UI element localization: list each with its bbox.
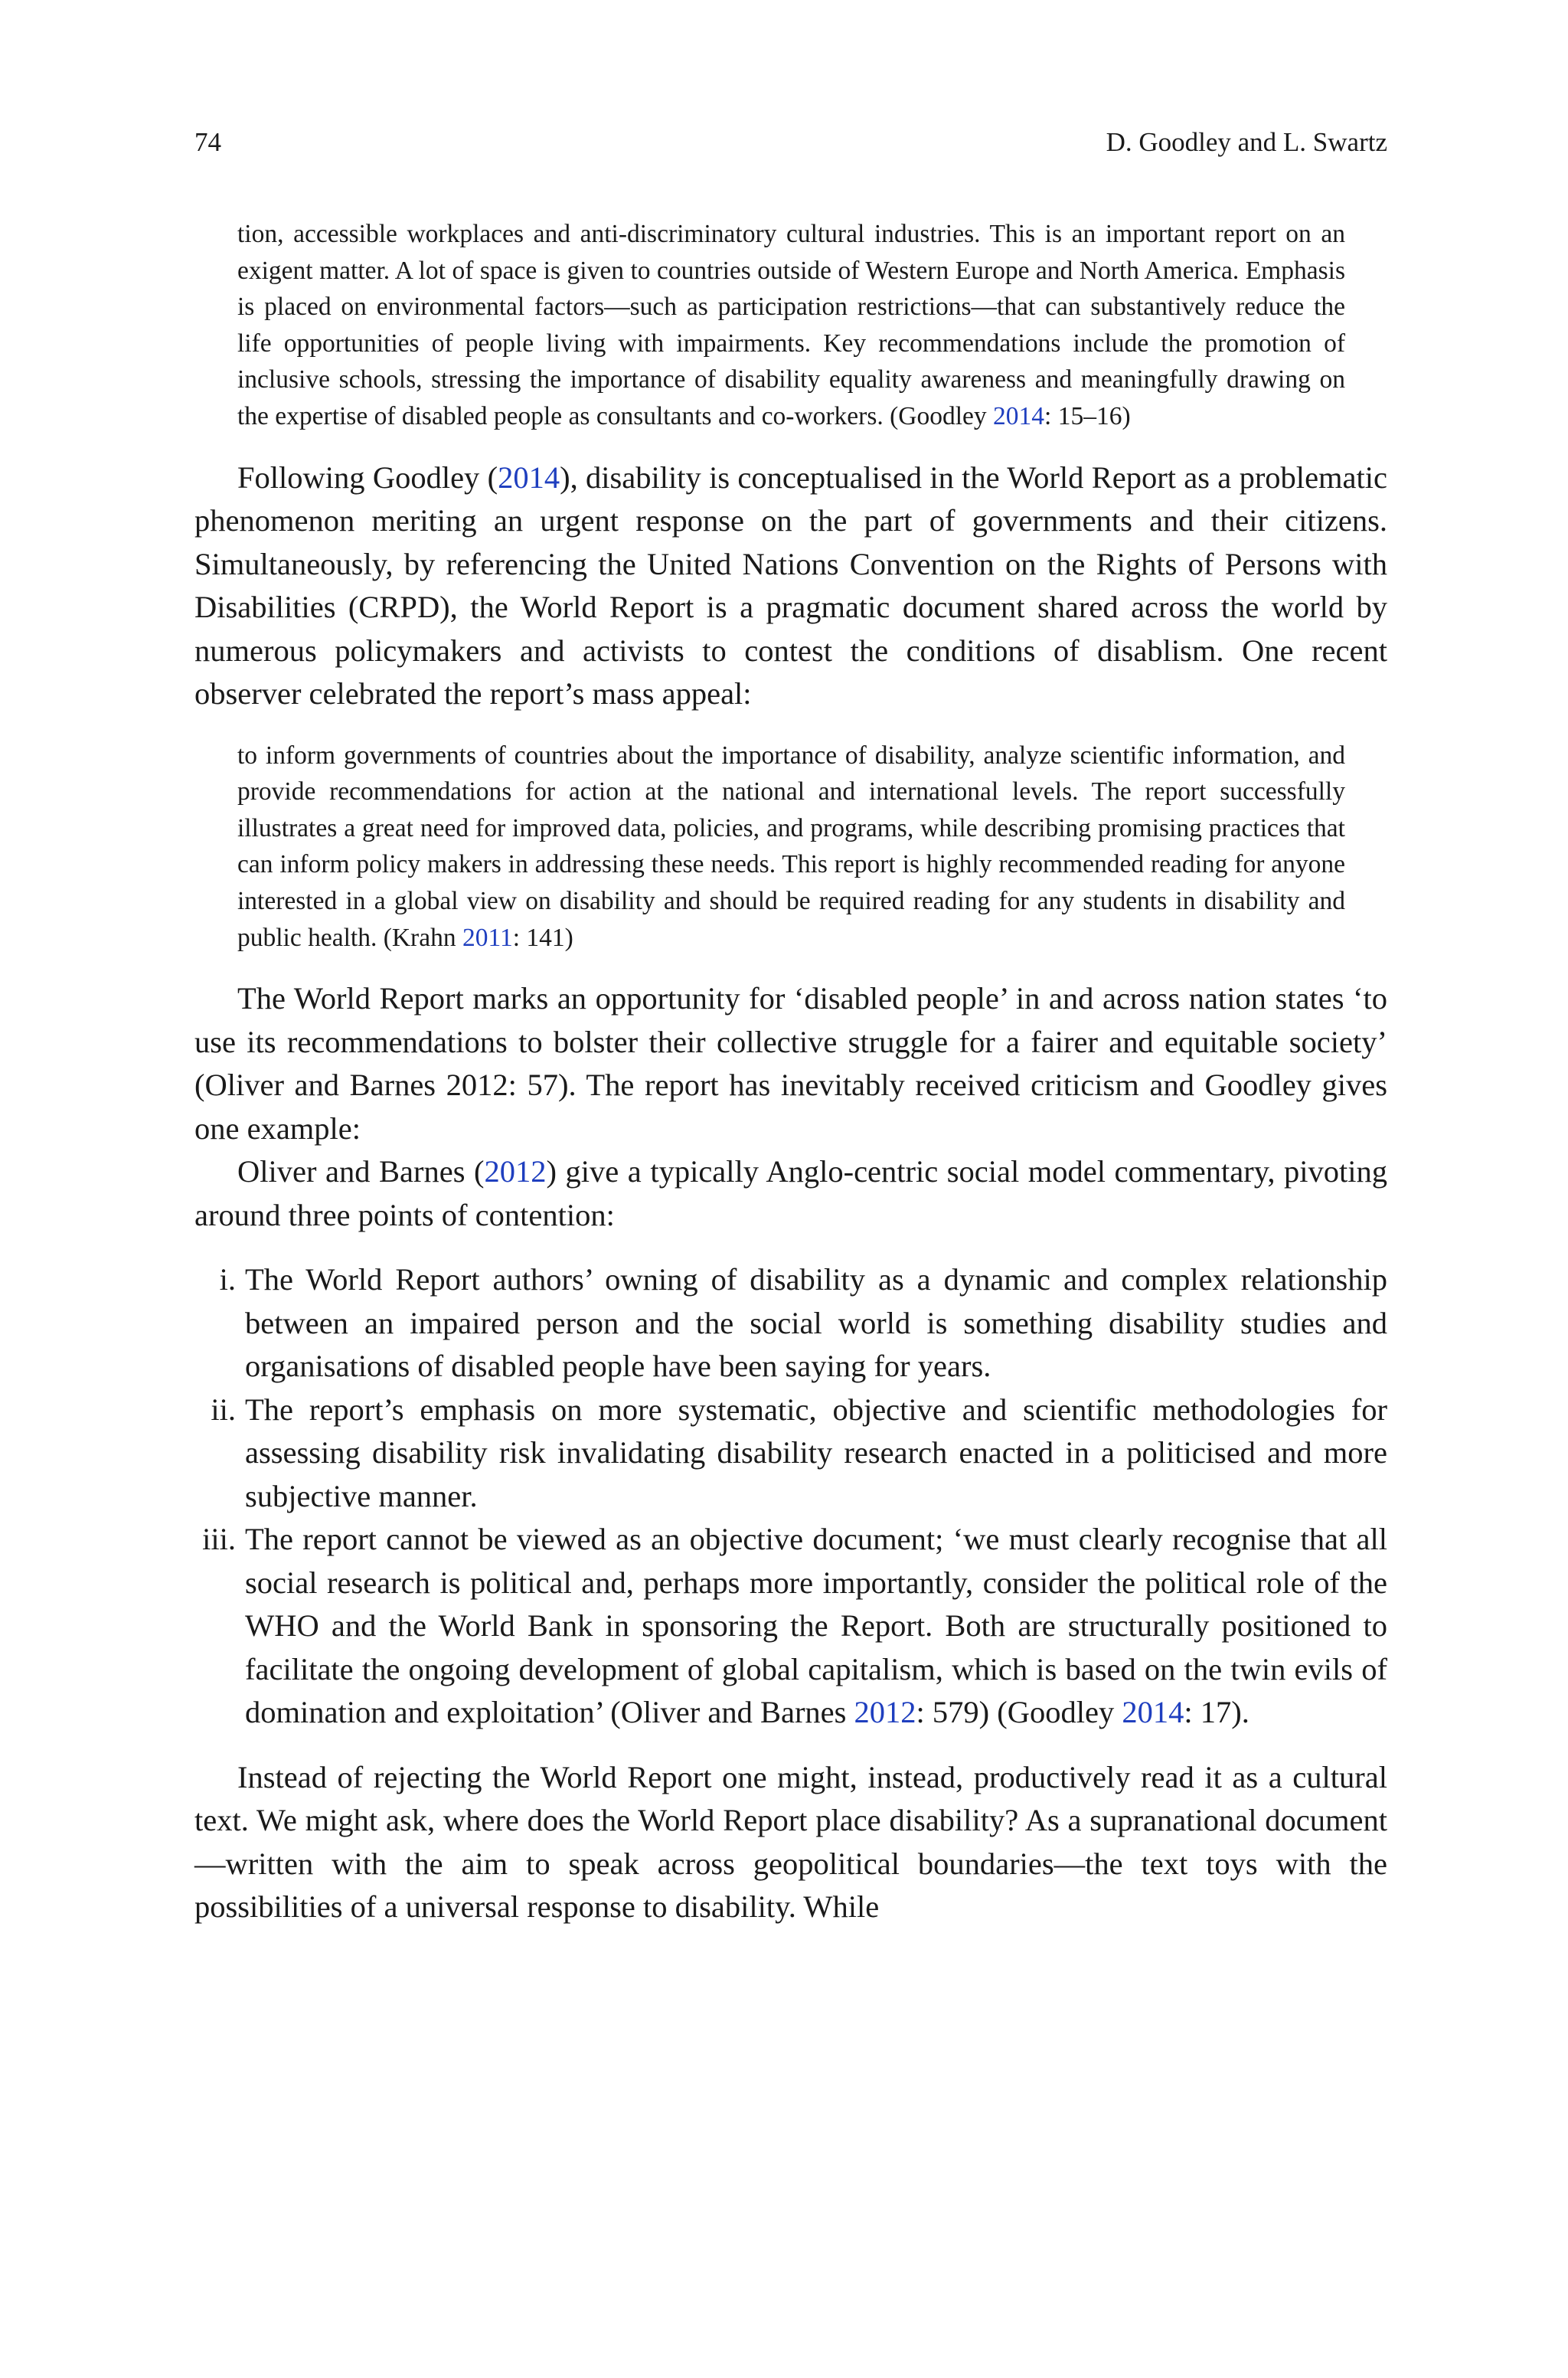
paragraph-oliver-barnes: [194, 1150, 1387, 1237]
list-item: [194, 1258, 1387, 1389]
list-item-text-middle: : 579) (Goodley: [916, 1695, 1122, 1730]
quote-text-end: : 15–16): [1044, 401, 1131, 430]
list-item-text: The report’s emphasis on more systematic, objective and scientific methodologies for assessing disability risk invalidating disability research enacted in a politicised and more subjective manner.: [245, 1392, 1387, 1513]
citation-link-2012[interactable]: 2012: [484, 1154, 547, 1189]
paragraph-opportunity: The World Report marks an opportunity for ‘disabled people’ in and across nation states ‘to use its recommendations to bolster their collective struggle for a fairer and equitable society’ (Oliver and Barnes 2012: 57). The report has inevitably received criticism and Goodley gives one example:: [194, 981, 1387, 1146]
citation-link-2012[interactable]: 2012: [854, 1695, 916, 1730]
list-item-number: ii.: [211, 1392, 236, 1427]
page-number: 74: [194, 127, 221, 157]
paragraph-text-end: ) give a typically Anglo-centric social model commentary, pivoting around three points of contention:: [194, 1154, 1388, 1232]
list-item-text: The World Report authors’ owning of disability as a dynamic and complex relationship between an impaired person and the social world is something disability studies and organisations of disabled people have been saying for years.: [245, 1262, 1387, 1384]
list-item: [194, 1518, 1387, 1735]
list-item: [194, 1389, 1387, 1519]
quote-text-end: : 141): [512, 923, 573, 952]
quote-text: tion, accessible workplaces and anti-discriminatory cultural industries. This is an important report on an exigent matter. A lot of space is given to countries outside of Western Europe and North America. Emphasis is placed on environmental factors—such as participation restrictions—that can substantively reduce the life opportunities of people living with impairments. Key recommendations include the promotion of inclusive schools, stressing the importance of disability equality awareness and meaningfully drawing on the expertise of disabled people as consultants and co-workers. (Goodley: [237, 220, 1345, 430]
paragraph-cultural-text: Instead of rejecting the World Report one might, instead, productively read it as a cultural text. We might ask, where does the World Report place disability? As a supranational document—written with the aim to speak across geopolitical boundaries—the text toys with the possibilities of a universal response to disability. While: [194, 1759, 1387, 1925]
paragraph-world-report: [194, 456, 1387, 716]
citation-link-2014[interactable]: 2014: [1122, 1695, 1184, 1730]
citation-link-2014[interactable]: 2014: [498, 460, 560, 495]
list-item-text: The report cannot be viewed as an objective document; ‘we must clearly recognise that all social research is political and, perhaps more importantly, consider the political role of the WHO and the World Bank in sponsoring the Report. Both are structurally positioned to facilitate the ongoing development of global capitalism, which is based on the twin evils of domination and exploitation’ (Oliver and Barnes: [245, 1522, 1387, 1730]
points-of-contention-list: [194, 1258, 1387, 1735]
paragraph-text: Following Goodley (: [237, 460, 498, 495]
paragraph-text-end: ), disability is conceptualised in the World Report as a problematic phenomenon meriting an urgent response on the part of governments and their citizens. Simultaneously, by referencing the United Nations Convention on the Rights of Persons with Disabilities (CRPD), the World Report is a pragmatic document shared across the world by numerous policymakers and activists to contest the conditions of disablism. One recent observer celebrated the report’s mass appeal:: [194, 460, 1387, 711]
running-head-authors: D. Goodley and L. Swartz: [1106, 127, 1387, 157]
paragraph-text: Oliver and Barnes (: [237, 1154, 485, 1189]
list-item-number: iii.: [202, 1522, 236, 1557]
citation-link-2011[interactable]: 2011: [462, 923, 513, 952]
running-head: [194, 126, 1387, 159]
list-item-text-end: : 17).: [1184, 1695, 1250, 1730]
block-quote-krahn: [237, 738, 1345, 957]
citation-link-2014[interactable]: 2014: [993, 401, 1045, 430]
page-body: [194, 216, 1387, 1929]
list-item-number: i.: [219, 1262, 236, 1297]
block-quote-goodley: [237, 216, 1345, 435]
quote-text: to inform governments of countries about the importance of disability, analyze scientific information, and provide recommendations for action at the national and international levels. The report successfully illustrates a great need for improved data, policies, and programs, while describing promising practices that can inform policy makers in addressing these needs. This report is highly recommended reading for anyone interested in a global view on disability and should be required reading for any students in disability and public health. (Krahn: [237, 741, 1345, 952]
